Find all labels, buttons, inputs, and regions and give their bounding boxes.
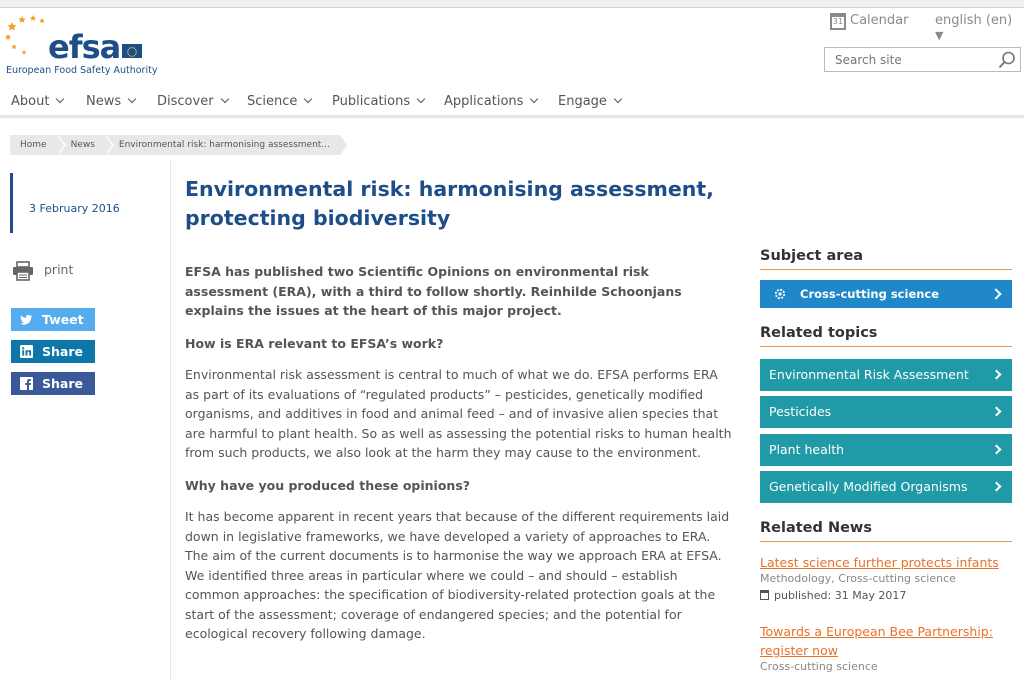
language-selector[interactable] [935,13,1024,43]
subject-area-heading: Subject area [760,248,1012,270]
related-news-meta-1: Methodology, Cross-cutting science [760,572,956,585]
chevron-down-icon [304,95,312,103]
chevron-right-icon [992,482,1002,492]
chevron-down-icon [614,95,622,103]
breadcrumb-current: Environmental risk: harmonising assessment... [105,135,340,155]
eu-flag-icon [122,44,142,58]
logo-wordmark: efsa [48,28,121,66]
nav-item-science[interactable]: Science [247,94,311,109]
calendar-icon [760,590,769,600]
publish-date: 3 February 2016 [29,202,120,215]
linkedin-share-button[interactable] [11,340,95,363]
article-question-1: How is ERA relevant to EFSA’s work? [185,335,444,351]
chevron-right-icon [990,288,1001,299]
chevron-down-icon [128,95,136,103]
efsa-logo[interactable] [4,12,158,78]
subject-area-button[interactable] [760,280,1012,308]
subject-area-label: Cross-cutting science [800,287,940,301]
chevron-down-icon [220,95,228,103]
topic-pesticides[interactable]: Pesticides [760,396,1012,428]
search-box[interactable] [824,47,1021,72]
chevron-right-icon [992,445,1002,455]
breadcrumb-news[interactable]: News [57,135,105,155]
nav-item-applications[interactable]: Applications [444,94,537,109]
article-question-2: Why have you produced these opinions? [185,477,471,493]
logo-subtitle: European Food Safety Authority [6,65,158,76]
left-sidebar [0,165,170,681]
topic-gmo[interactable]: Genetically Modified Organisms [760,471,1012,503]
calendar-link[interactable]: Calendar [850,13,909,28]
page-title: Environmental risk: harmonising assessment, protecting biodiversity [185,177,714,230]
gear-icon [773,287,787,301]
related-news-meta-2: Cross-cutting science [760,660,878,673]
printer-icon [12,261,34,281]
date-panel [10,173,170,233]
facebook-share-button[interactable] [11,372,95,395]
facebook-share-label: Share [42,376,83,391]
logo-stars-icon [4,12,54,56]
linkedin-share-label: Share [42,344,83,359]
chevron-down-icon [56,95,64,103]
calendar-icon[interactable]: 31 [830,13,846,30]
nav-item-engage[interactable]: Engage [558,94,621,109]
article-answer-2: It has become apparent in recent years that because of the different requirements laid down in legislative frameworks, we have developed a variety of approaches to ERA. The aim of the current documents is to harmonise the way we approach ERA at EFSA. We identified three areas in particular where we could – and should – establish common approaches: the specification of biodiversity-related protection goals at the start of the assessment; coverage of endangered species; and the potential for ecological recovery following damage. [185,509,730,641]
article-body [185,262,735,644]
chevron-right-icon [992,407,1002,417]
related-topics-heading: Related topics [760,325,1012,347]
print-label: print [44,262,74,277]
topic-environmental-risk-assessment[interactable]: Environmental Risk Assessment [760,359,1012,391]
language-label: english (en) [935,13,1013,28]
nav-item-news[interactable]: News [86,94,135,109]
nav-item-publications[interactable]: Publications [332,94,424,109]
nav-item-discover[interactable]: Discover [157,94,228,109]
top-strip [0,0,1024,8]
search-icon[interactable] [997,50,1017,70]
chevron-right-icon [992,370,1002,380]
caret-down-icon: ▼ [935,29,944,42]
main-nav [0,88,1024,118]
breadcrumb-home[interactable]: Home [10,135,57,155]
related-news-link-2[interactable]: Towards a European Bee Partnership: register now [760,624,993,658]
search-input[interactable] [825,48,985,71]
chevron-down-icon [530,95,538,103]
article-lead: EFSA has published two Scientific Opinions on environmental risk assessment (ERA), with a third to follow shortly. Reinhilde Schoonjans explains the issues at the heart of this major project. [185,264,682,318]
column-divider [170,160,171,681]
topic-plant-health[interactable]: Plant health [760,434,1012,466]
breadcrumb [10,135,340,155]
linkedin-icon [20,345,33,358]
chevron-down-icon [417,95,425,103]
tweet-button[interactable] [11,308,95,331]
facebook-icon [20,377,33,390]
related-news-link-1[interactable]: Latest science further protects infants [760,555,999,570]
twitter-icon [20,313,33,326]
tweet-label: Tweet [42,312,84,327]
nav-item-about[interactable]: About [11,94,63,109]
related-news-heading: Related News [760,520,1012,542]
related-news-published-1: published: 31 May 2017 [760,589,906,602]
article-answer-1: Environmental risk assessment is central to much of what we do. EFSA performs ERA as part of its evaluations of “regulated products” – pesticides, genetically modified organisms, and additives in food and animal feed – and of invasive alien species that are harmful to plant health. So as well as assessing the potential risks to human health from such products, we also look at the harm they may cause to the environment. [185,367,732,460]
